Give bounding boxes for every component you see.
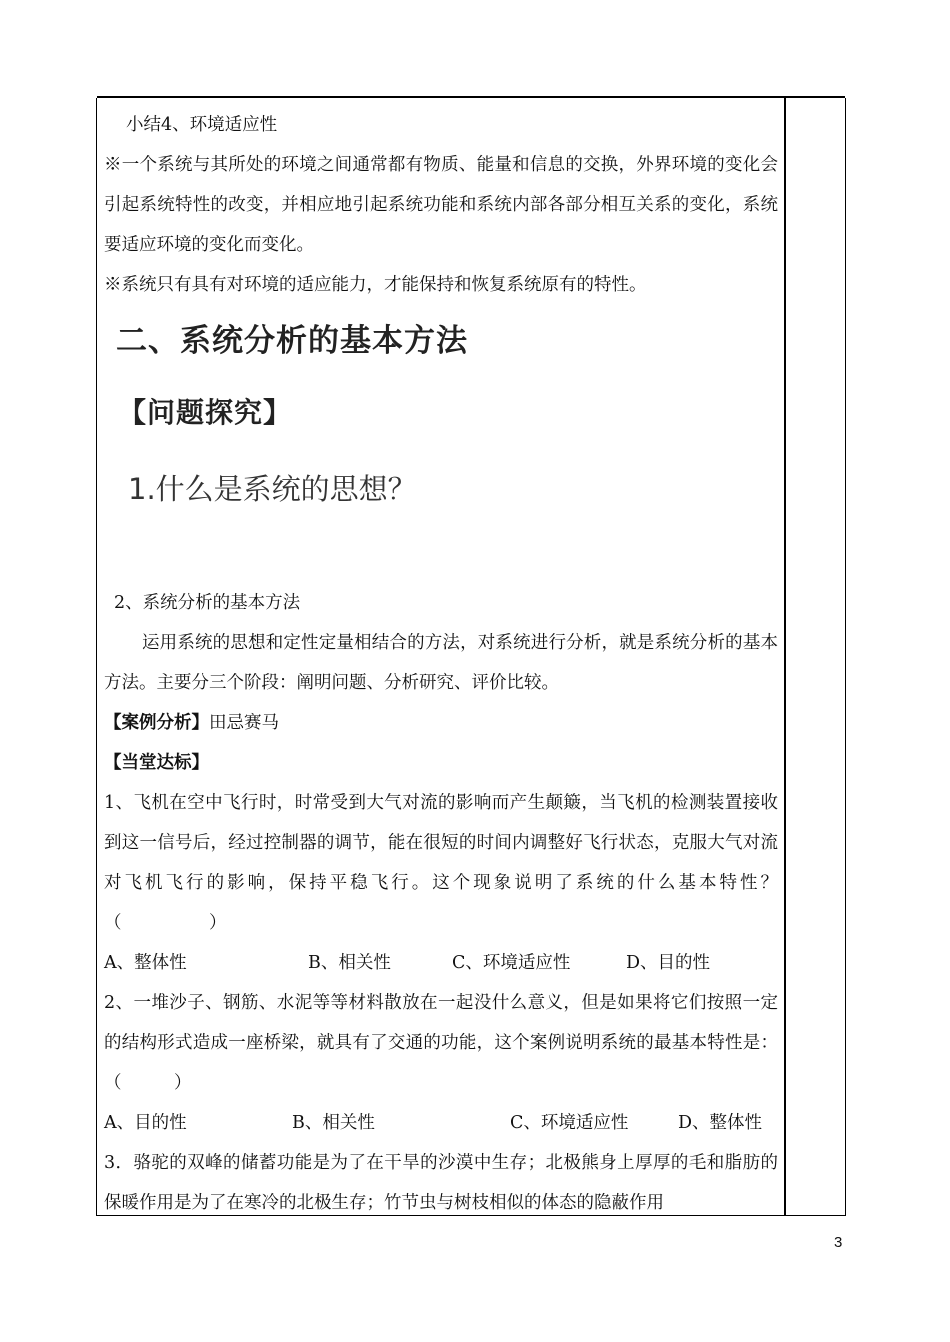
question-2-options — [104, 1103, 778, 1143]
case-label: 【案例分析】 — [104, 713, 209, 733]
q2-option-a: A、目的性 — [104, 1113, 187, 1133]
case-analysis — [104, 703, 778, 743]
q2-option-b: B、相关性 — [292, 1113, 375, 1133]
summary-title: 小结4、环境适应性 — [126, 115, 278, 135]
practice-question-2: 2、一堆沙子、钢筋、水泥等等材料散放在一起没什么意义，但是如果将它们按照一定的结构形式造成一座桥梁，就具有了交通的功能，这个案例说明系统的最基本特性是：（ ） — [104, 993, 778, 1093]
summary-paragraph-1: ※一个系统与其所处的环境之间通常都有物质、能量和信息的交换，外界环境的变化会引起系统特性的改变，并相应地引起系统功能和系统内部各部分相互关系的变化，系统要适应环境的变化而变化。 — [104, 155, 778, 255]
question-heading: 1.什么是系统的思想？ — [128, 472, 417, 506]
q1-option-a: A、整体性 — [104, 953, 187, 973]
q1-option-c: C、环境适应性 — [452, 953, 571, 973]
q1-option-b: B、相关性 — [308, 953, 391, 973]
column-divider — [784, 98, 786, 1216]
method-subheading: 2、系统分析的基本方法 — [114, 593, 301, 613]
page-number: 3 — [834, 1234, 843, 1251]
q2-option-c: C、环境适应性 — [510, 1113, 629, 1133]
practice-label: 【当堂达标】 — [104, 753, 209, 773]
practice-question-1: 1、飞机在空中飞行时，时常受到大气对流的影响而产生颠簸，当飞机的检测装置接收到这一信号后，经过控制器的调节，能在很短的时间内调整好飞行状态，克服大气对流对飞机飞行的影响，保持平稳飞行。这个现象说明了系统的什么基本特性？（ ） — [104, 793, 778, 933]
inquiry-heading: 【问题探究】 — [118, 396, 293, 429]
practice-question-3: 3．骆驼的双峰的储蓄功能是为了在干旱的沙漠中生存；北极熊身上厚厚的毛和脂肪的保暖作用是为了在寒冷的北极生存；竹节虫与树枝相似的体态的隐蔽作用 — [104, 1153, 778, 1213]
question-1-options — [104, 943, 778, 983]
case-text: 田忌赛马 — [209, 713, 279, 733]
summary-paragraph-2: ※系统只有具有对环境的适应能力，才能保持和恢复系统原有的特性。 — [104, 275, 647, 295]
q1-option-d: D、目的性 — [626, 953, 711, 973]
method-paragraph: 运用系统的思想和定性定量相结合的方法，对系统进行分析，就是系统分析的基本方法。主要分三个阶段：阐明问题、分析研究、评价比较。 — [104, 633, 778, 693]
section-heading: 二、系统分析的基本方法 — [116, 323, 468, 359]
q2-option-d: D、整体性 — [678, 1113, 763, 1133]
main-cell — [104, 105, 778, 1223]
